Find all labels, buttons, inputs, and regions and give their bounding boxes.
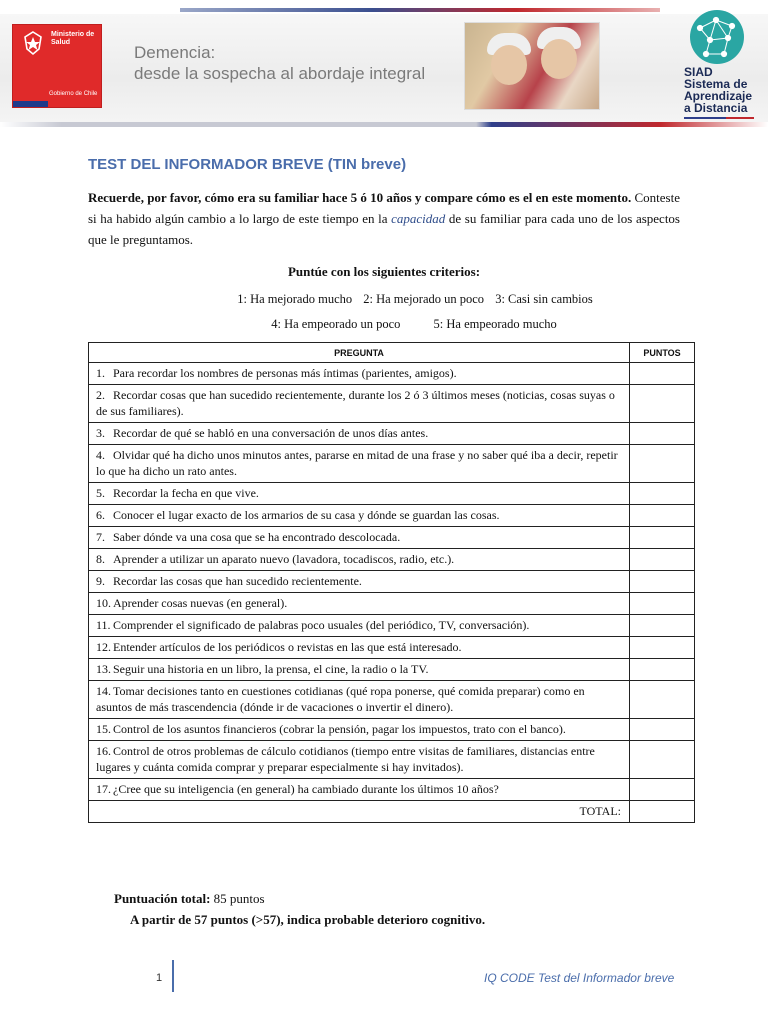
table-row xyxy=(89,779,695,801)
table-row xyxy=(89,505,695,527)
question-cell xyxy=(89,385,630,423)
table-row xyxy=(89,637,695,659)
question-text: Recordar de qué se habló en una conversación de unos días antes. xyxy=(113,426,429,440)
flag-bar xyxy=(13,101,101,107)
table-row xyxy=(89,385,695,423)
table-row xyxy=(89,445,695,483)
question-cell xyxy=(89,549,630,571)
question-number: 12. xyxy=(96,640,111,654)
question-text: Recordar las cosas que han sucedido recientemente. xyxy=(113,574,362,588)
question-cell xyxy=(89,505,630,527)
question-cell xyxy=(89,719,630,741)
question-number: 17. xyxy=(96,782,111,796)
points-cell[interactable] xyxy=(630,681,695,719)
question-cell xyxy=(89,659,630,681)
table-row xyxy=(89,741,695,779)
points-cell[interactable] xyxy=(630,445,695,483)
table-row xyxy=(89,483,695,505)
siad-line2: Aprendizaje xyxy=(684,89,753,103)
question-text: Tomar decisiones tanto en cuestiones cotidianas (qué ropa ponerse, qué comida preparar) como en asuntos de más trascendencia (dónde ir de vacaciones o invertir el dinero). xyxy=(96,684,585,714)
points-cell[interactable] xyxy=(630,505,695,527)
test-title: TEST DEL INFORMADOR BREVE (TIN breve) xyxy=(88,156,407,173)
total-label: TOTAL: xyxy=(89,801,630,823)
header-points: PUNTOS xyxy=(630,343,695,363)
question-cell xyxy=(89,615,630,637)
question-cell xyxy=(89,423,630,445)
points-cell[interactable] xyxy=(630,385,695,423)
question-cell xyxy=(89,483,630,505)
question-cell xyxy=(89,527,630,549)
question-text: Aprender cosas nuevas (en general). xyxy=(113,596,288,610)
points-cell[interactable] xyxy=(630,741,695,779)
points-cell[interactable] xyxy=(630,483,695,505)
criteria-row-1 xyxy=(0,292,768,307)
question-text: Recordar la fecha en que vive. xyxy=(113,486,259,500)
question-text: ¿Cree que su inteligencia (en general) ha cambiado durante los últimos 10 años? xyxy=(113,782,499,796)
total-score-label: Puntuación total: xyxy=(114,891,211,906)
elderly-women-photo xyxy=(464,22,600,110)
points-cell[interactable] xyxy=(630,423,695,445)
header-bottom-stripe xyxy=(0,122,768,127)
table-row xyxy=(89,527,695,549)
points-cell[interactable] xyxy=(630,549,695,571)
criterion-4: 4: Ha empeorado un poco xyxy=(271,317,401,331)
points-cell[interactable] xyxy=(630,719,695,741)
chile-emblem-icon xyxy=(19,29,47,57)
points-cell[interactable] xyxy=(630,659,695,681)
question-number: 13. xyxy=(96,662,111,676)
question-cell xyxy=(89,681,630,719)
page-number-bar xyxy=(172,960,174,992)
question-cell xyxy=(89,445,630,483)
total-score xyxy=(114,891,265,907)
question-cell xyxy=(89,779,630,801)
table-row xyxy=(89,363,695,385)
question-number: 5. xyxy=(96,486,105,500)
points-cell[interactable] xyxy=(630,363,695,385)
question-number: 16. xyxy=(96,744,111,758)
question-text: Entender artículos de los periódicos o revistas en las que está interesado. xyxy=(113,640,462,654)
siad-acronym: SIAD xyxy=(684,65,713,79)
points-cell[interactable] xyxy=(630,527,695,549)
question-number: 14. xyxy=(96,684,111,698)
course-title-line1: Demencia: xyxy=(134,43,216,62)
intro-text-end: de su familiar para cada uno de los aspectos que le preguntamos. xyxy=(88,211,680,247)
ministry-name: Ministerio de Salud xyxy=(51,31,95,46)
total-row xyxy=(89,801,695,823)
points-cell[interactable] xyxy=(630,637,695,659)
table-row xyxy=(89,549,695,571)
siad-network-globe-icon xyxy=(688,8,746,66)
intro-text: Conteste si ha habido algún cambio a lo largo de este tiempo en la xyxy=(88,190,680,226)
intro-bold: Recuerde, por favor, cómo era su familiar hace 5 ó 10 años y compare cómo es el en este momento. xyxy=(88,190,632,205)
tin-questions-table xyxy=(88,342,695,823)
points-cell[interactable] xyxy=(630,593,695,615)
question-number: 8. xyxy=(96,552,105,566)
siad-underline xyxy=(684,117,754,119)
total-points-cell[interactable] xyxy=(630,801,695,823)
criteria-row-2 xyxy=(0,317,768,332)
intro-paragraph xyxy=(88,187,680,250)
question-cell xyxy=(89,593,630,615)
table-row xyxy=(89,681,695,719)
question-number: 3. xyxy=(96,426,105,440)
question-number: 2. xyxy=(96,388,105,402)
question-cell xyxy=(89,363,630,385)
threshold-note: A partir de 57 puntos (>57), indica probable deterioro cognitivo. xyxy=(130,912,486,927)
points-cell[interactable] xyxy=(630,571,695,593)
question-cell xyxy=(89,637,630,659)
criterion-5: 5: Ha empeorado mucho xyxy=(433,317,557,331)
header-top-stripe xyxy=(180,8,660,12)
question-number: 9. xyxy=(96,574,105,588)
question-number: 10. xyxy=(96,596,111,610)
course-title xyxy=(134,42,464,84)
header-question: PREGUNTA xyxy=(89,343,630,363)
table-row xyxy=(89,593,695,615)
table-body xyxy=(89,363,695,801)
footer-title: IQ CODE Test del Informador breve xyxy=(484,971,675,985)
table-row xyxy=(89,719,695,741)
question-cell xyxy=(89,571,630,593)
criterion-1: 1: Ha mejorado mucho xyxy=(237,292,353,306)
siad-logo-text xyxy=(684,66,768,114)
question-text: Seguir una historia en un libro, la prensa, el cine, la radio o la TV. xyxy=(113,662,429,676)
question-text: Comprender el significado de palabras poco usuales (del periódico, TV, conversación). xyxy=(113,618,530,632)
question-text: Control de los asuntos financieros (cobrar la pensión, pagar los impuestos, trato con el banco). xyxy=(113,722,566,736)
ministerio-salud-logo xyxy=(12,24,102,108)
criterion-2: 2: Ha mejorado un poco xyxy=(363,292,485,306)
course-title-line2: desde la sospecha al abordaje integral xyxy=(134,64,426,83)
points-cell[interactable] xyxy=(630,615,695,637)
question-text: Saber dónde va una cosa que se ha encontrado descolocada. xyxy=(113,530,401,544)
criteria-title: Puntúe con los siguientes criterios: xyxy=(287,264,481,279)
question-number: 7. xyxy=(96,530,105,544)
page-number: 1 xyxy=(156,972,163,984)
question-text: Aprender a utilizar un aparato nuevo (lavadora, tocadiscos, radio, etc.). xyxy=(113,552,455,566)
table-header-row xyxy=(89,343,695,363)
question-number: 4. xyxy=(96,448,105,462)
question-text: Control de otros problemas de cálculo cotidianos (tiempo entre visitas de familiares, distancias entre lugares y cuánta comida comprar y preparar especialmente si hay invitados). xyxy=(96,744,595,774)
siad-line3: a Distancia xyxy=(684,101,748,115)
points-cell[interactable] xyxy=(630,779,695,801)
government-name: Gobierno de Chile xyxy=(49,91,98,97)
question-number: 6. xyxy=(96,508,105,522)
question-number: 1. xyxy=(96,366,105,380)
photo-face-left xyxy=(491,45,527,85)
table-row xyxy=(89,571,695,593)
criterion-3: 3: Casi sin cambios xyxy=(495,292,593,306)
photo-face-right xyxy=(541,39,577,79)
table-row xyxy=(89,615,695,637)
siad-line1: Sistema de xyxy=(684,77,748,91)
table-row xyxy=(89,659,695,681)
intro-highlight: capacidad xyxy=(391,211,446,226)
question-text: Olvidar qué ha dicho unos minutos antes, pararse en mitad de una frase y no saber qué iba a decir, repetir lo que ha dicho un rato antes. xyxy=(96,448,618,478)
question-text: Para recordar los nombres de personas más íntimas (parientes, amigos). xyxy=(113,366,457,380)
question-number: 11. xyxy=(96,618,111,632)
total-score-value: 85 puntos xyxy=(210,891,265,906)
table-row xyxy=(89,423,695,445)
question-cell xyxy=(89,741,630,779)
question-number: 15. xyxy=(96,722,111,736)
question-text: Conocer el lugar exacto de los armarios de su casa y dónde se guardan las cosas. xyxy=(113,508,500,522)
question-text: Recordar cosas que han sucedido recientemente, durante los 2 ó 3 últimos meses (noticias, cosas suyas o de sus familiares). xyxy=(96,388,615,418)
